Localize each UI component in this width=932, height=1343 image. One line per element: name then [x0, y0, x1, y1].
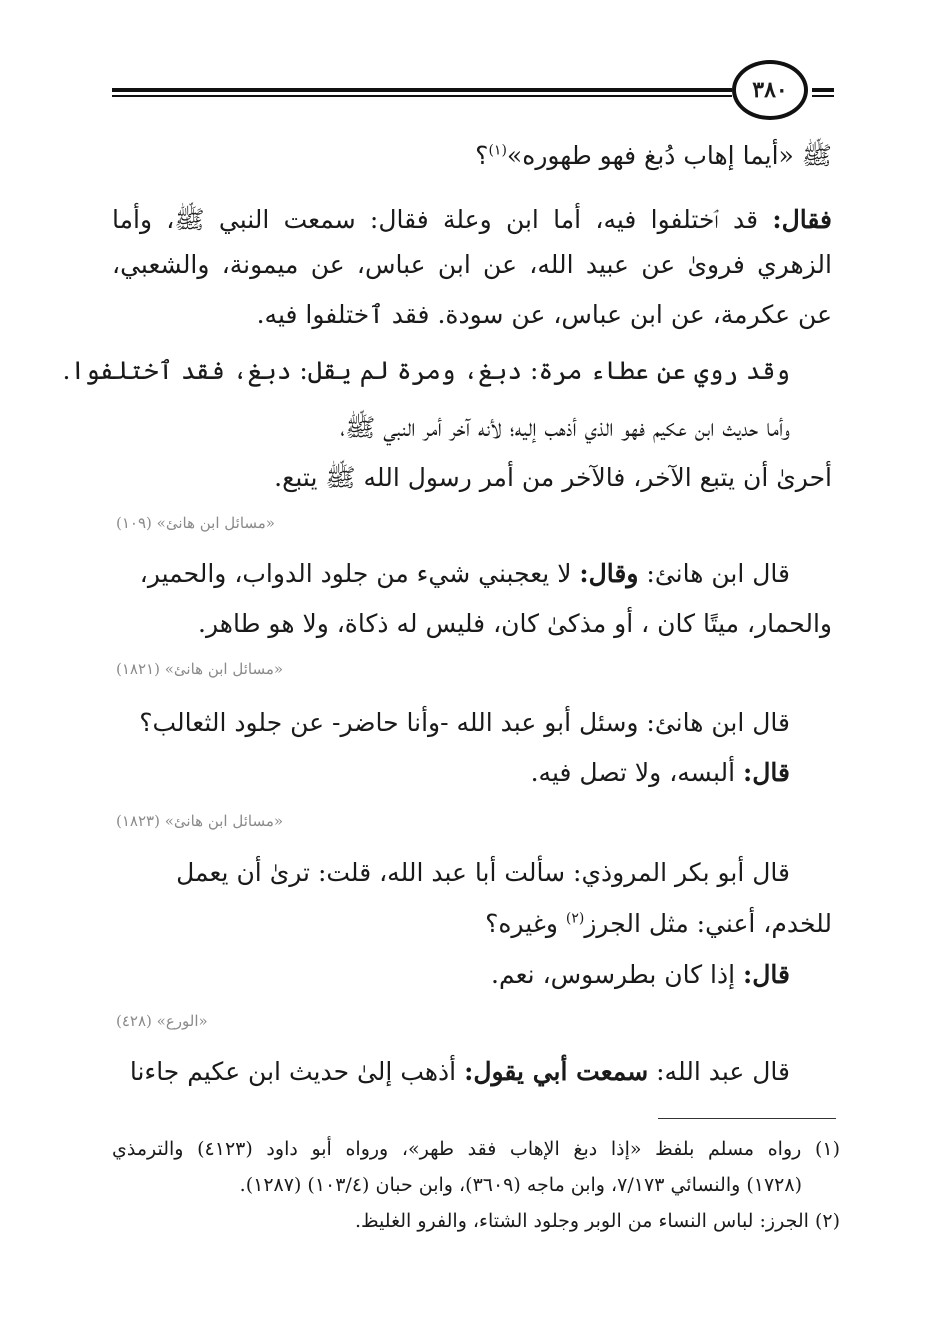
footnote-rule	[658, 1118, 836, 1119]
speaker-label: فقال:	[772, 205, 832, 234]
text-line: وأما حديث ابن عكيم فهو الذي أذهب إليه؛ لأنه آخر أمر النبي ﷺ،	[340, 413, 790, 442]
text-line: عن عكرمة، عن ابن عباس، عن سودة. فقد ٱختلفوا فيه.	[256, 300, 832, 329]
page-number: ٣٨٠	[732, 60, 808, 120]
speaker-label: قال:	[743, 758, 790, 787]
header-rule	[112, 88, 732, 92]
speaker-label: سمعت أبي يقول:	[464, 1057, 649, 1086]
header-rule-right-thin	[812, 95, 834, 97]
text-line: والحمار، ميتًا كان ، أو مذكىٰ كان، فليس له ذكاة، ولا هو طاهر.	[198, 609, 832, 638]
text-line: قال أبو بكر المروذي: سألت أبا عبد الله، قلت: ترىٰ أن يعمل	[176, 858, 790, 887]
text-line: قال ابن هانئ: وقال: لا يعجبني شيء من جلود الدواب، والحمير،	[139, 559, 790, 588]
source-citation: «مسائل ابن هانئ» (١٨٢١)	[116, 660, 284, 678]
footnote: (١) رواه مسلم بلفظ «إذا دبغ الإهاب فقد طهر»، ورواه أبو داود (٤١٢٣) والترمذي	[112, 1138, 841, 1160]
footnote: (٢) الجرز: لباس النساء من الوبر وجلود الشتاء، والفرو الغليظ.	[354, 1210, 840, 1232]
text-line: للخدم، أعني: مثل الجرز$^{(٢)}$ وغيره؟	[485, 909, 832, 938]
text-line: ﷺ «أيما إهاب دُبغ فهو طهوره»$^{(١)}$؟	[475, 141, 832, 170]
source-citation: «مسائل ابن هانئ» (١٨٢٣)	[116, 812, 284, 830]
speaker-label: وقال:	[579, 559, 639, 588]
text-line: قال عبد الله: سمعت أبي يقول: أذهب إلىٰ حديث ابن عكيم جاءنا	[129, 1057, 790, 1086]
text-line: قال ابن هانئ: وسئل أبو عبد الله -وأنا حاضر- عن جلود الثعالب؟	[139, 708, 790, 737]
text-line: وقد روي عن عطاء مرة: دبغ، ومرة لم يقل: دبغ، فقد ٱختلفوا.	[62, 356, 790, 385]
speaker-label: قال:	[743, 960, 790, 989]
text-line: قال: إذا كان بطرسوس، نعم.	[491, 960, 790, 989]
text-line: فقال: قد ٱختلفوا فيه، أما ابن وعلة فقال: سمعت النبي ﷺ، وأما	[112, 205, 832, 234]
source-citation: «مسائل ابن هانئ» (١٠٩)	[116, 514, 275, 532]
text-line: أحرىٰ أن يتبع الآخر، فالآخر من أمر رسول الله ﷺ يتبع.	[274, 463, 832, 492]
header-rule-thin	[112, 95, 732, 97]
source-citation: «الورع» (٤٢٨)	[116, 1012, 208, 1030]
text-line: قال: ألبسه، ولا تصل فيه.	[530, 758, 790, 787]
text-line: الزهري فروىٰ عن عبيد الله، عن ابن عباس، عن ميمونة، والشعبي،	[112, 250, 832, 279]
header-rule-right	[812, 88, 834, 92]
footnote: (١٧٢٨) والنسائي ٧/١٧٣، وابن ماجه (٣٦٠٩)، وابن حبان (١٠٣/٤) (١٢٨٧).	[239, 1174, 802, 1196]
